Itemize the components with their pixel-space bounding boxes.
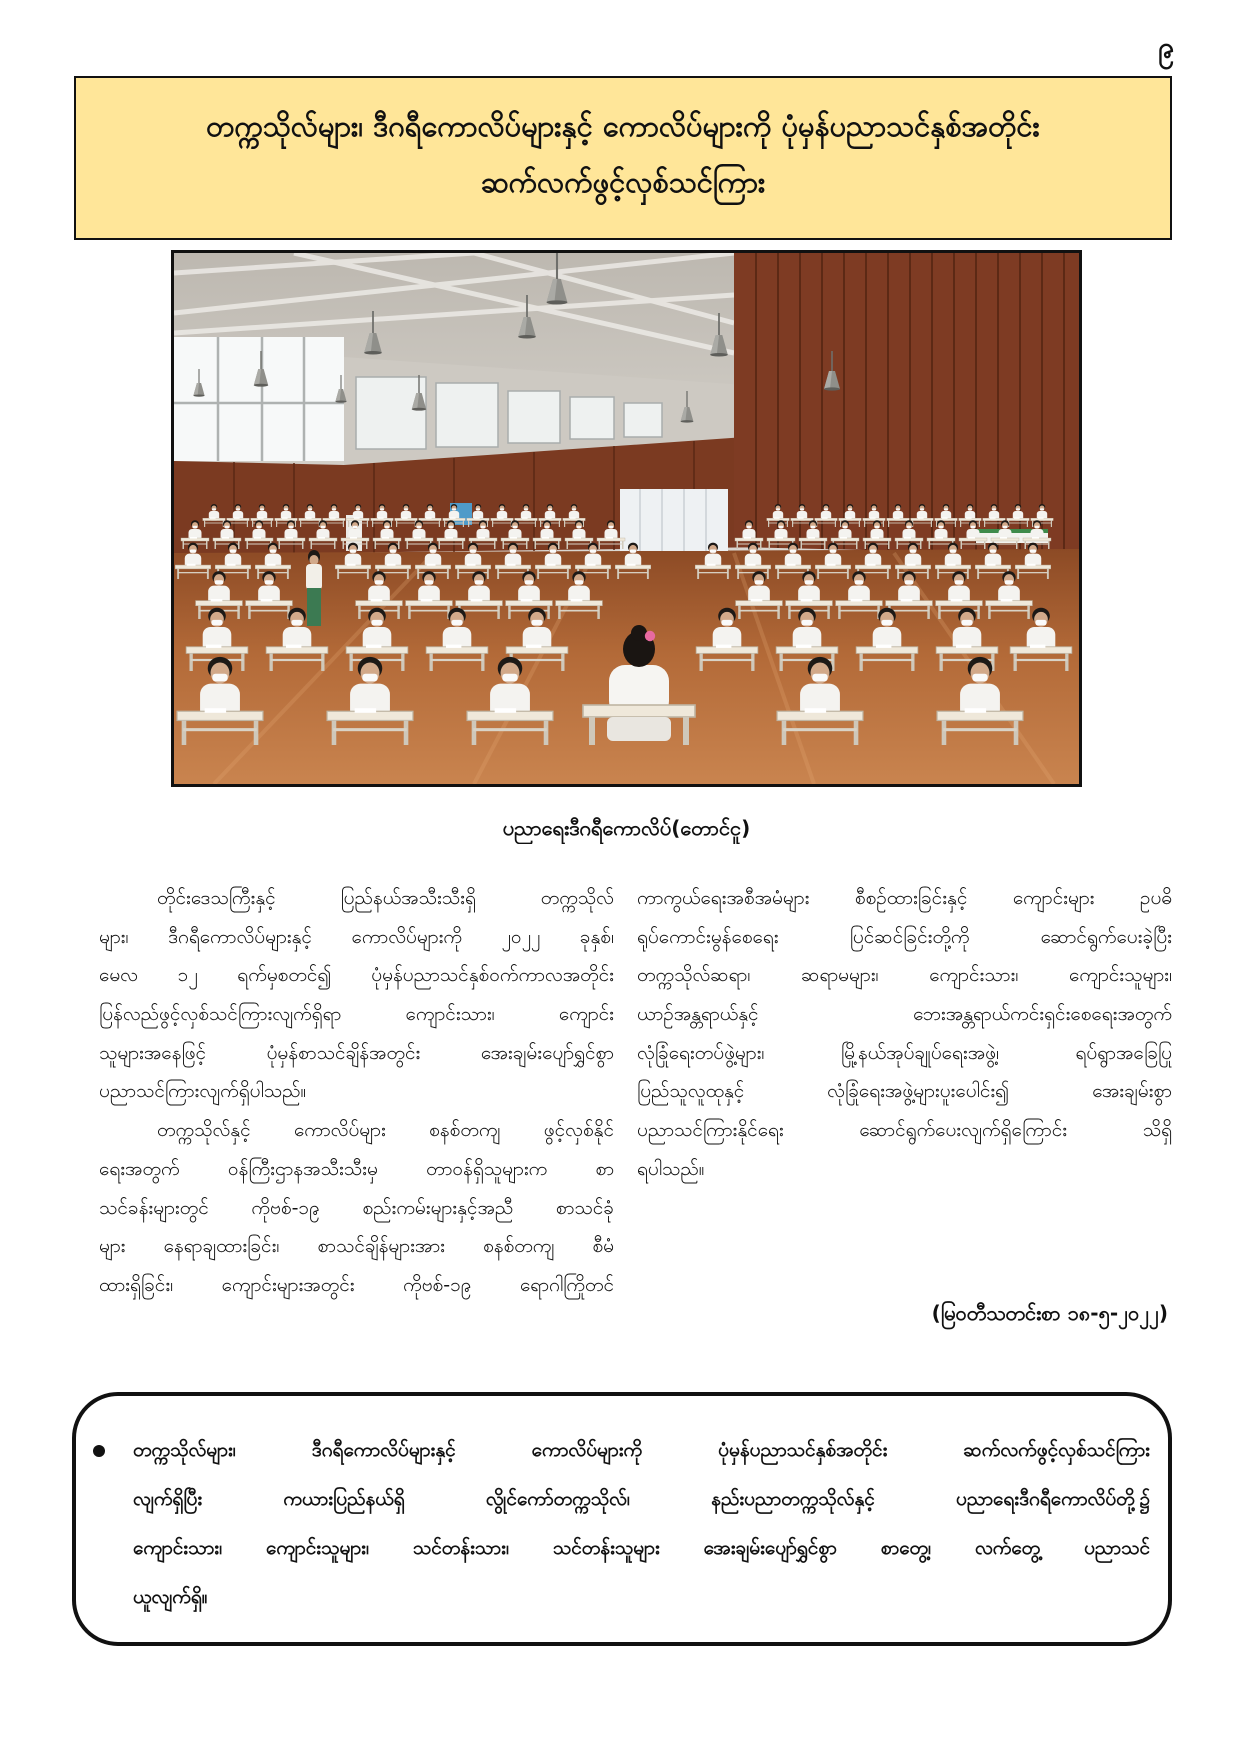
news-source-citation: (မြဝတီသတင်းစာ ၁၈-၅-၂၀၂၂) [931, 1301, 1168, 1325]
white-partition [620, 489, 728, 551]
article-title-line-2: ဆက်လက်ဖွင့်လှစ်သင်ကြား [480, 165, 766, 199]
classroom-photo-scene [174, 253, 1079, 784]
summary-text-line: တက္ကသိုလ်များ၊ ဒီဂရီကောလိပ်များနှင့် ကောလိပ်များကို ပုံမှန်ပညာသင်နှစ်အတိုင်း ဆက်လက်ဖွင့်လှစ်သင်ကြား [133, 1439, 1150, 1461]
classroom-photo [171, 250, 1082, 787]
article-text-line: ပညာသင်ကြားနိုင်ရေး ဆောင်ရွက်ပေးလျက်ရှိကြောင်း သိရှိ [637, 1119, 1172, 1142]
article-text-line: ရေးအတွက် ဝန်ကြီးဌာနအသီးသီးမှ တာဝန်ရှိသူများက စာ [99, 1157, 614, 1180]
summary-text-line: ယူလျက်ရှိ။ [133, 1586, 208, 1608]
article-text-line: ရုပ်ကောင်းမွန်စေရေး ပြင်ဆင်ခြင်းတို့ကို ဆောင်ရွက်ပေးခဲ့ပြီး [637, 925, 1172, 948]
article-title-box [74, 76, 1172, 240]
article-text-line: မေလ ၁၂ ရက်မှစတင်၍ ပုံမှန်ပညာသင်နှစ်ဝက်ကာလအတိုင်း [99, 964, 614, 987]
article-column-left [99, 879, 614, 1305]
article-text-line: တိုင်းဒေသကြီးနှင့် ပြည်နယ်အသီးသီးရှိ တက္ကသိုလ် [157, 887, 614, 909]
bullet-icon [93, 1445, 105, 1457]
article-text-line: ပြန်လည်ဖွင့်လှစ်သင်ကြားလျက်ရှိရာ ကျောင်းသား၊ ကျောင်း [99, 1003, 614, 1026]
photo-caption: ပညာရေးဒီဂရီကောလိပ်(တောင်ငူ) [502, 816, 751, 840]
article-text-line: များ နေရာချထားခြင်း၊ စာသင်ချိန်များအား စနစ်တကျ စီမံ [99, 1235, 614, 1258]
article-text-line: ထားရှိခြင်း၊ ကျောင်းများအတွင်း ကိုဗစ်-၁၉ ရောဂါကြိုတင် [99, 1273, 614, 1296]
right-wall-wood [734, 253, 1079, 555]
article-text-line: ရပါသည်။ [637, 1157, 705, 1180]
summary-text [133, 1426, 1150, 1622]
article-text-line: များ၊ ဒီဂရီကောလိပ်များနှင့် ကောလိပ်များကို ၂၀၂၂ ခုနှစ်၊ [99, 925, 614, 948]
article-title-line-1: တက္ကသိုလ်များ၊ ဒီဂရီကောလိပ်များနှင့် ကောလိပ်များကို ပုံမှန်ပညာသင်နှစ်အတိုင်း [206, 109, 1040, 143]
article-text-line: သူများအနေဖြင့် ပုံမှန်စာသင်ချိန်အတွင်း အေးချမ်းပျော်ရွှင်စွာ [99, 1041, 614, 1064]
article-text-line: ကာကွယ်ရေးအစီအမံများ စီစဉ်ထားခြင်းနှင့် ကျောင်းများ ဥပဓိ [637, 887, 1172, 909]
article-column-right [637, 879, 1172, 1189]
article-text-line: ပညာသင်ကြားလျက်ရှိပါသည်။ [99, 1080, 307, 1103]
article-text-line: ယာဉ်အန္တရာယ်နှင့် ဘေးအန္တရာယ်ကင်းရှင်းစေရေးအတွက် [637, 1003, 1172, 1026]
summary-text-line: လျက်ရှိပြီး ကယားပြည်နယ်ရှိ လွိုင်ကော်တက္ကသိုလ်၊ နည်းပညာတက္ကသိုလ်နှင့် ပညာရေးဒီဂရီကောလိပ်တို့၌ [133, 1488, 1150, 1510]
article-text-line: တက္ကသိုလ်နှင့် ကောလိပ်များ စနစ်တကျ ဖွင့်လှစ်နိုင် [157, 1119, 614, 1142]
article-text-line: ပြည်သူလူထုနှင့် လုံခြုံရေးအဖွဲ့များပူးပေါင်း၍ အေးချမ်းစွာ [637, 1080, 1172, 1103]
article-text-line: သင်ခန်းများတွင် ကိုဗစ်-၁၉ စည်းကမ်းများနှင့်အညီ စာသင်ခုံ [99, 1196, 614, 1219]
page-number: ၉ [1158, 31, 1174, 64]
article-text-line: လုံခြုံရေးတပ်ဖွဲ့များ၊ မြို့နယ်အုပ်ချုပ်ရေးအဖွဲ့၊ ရပ်ရွာအခြေပြု [637, 1041, 1172, 1064]
left-windows [174, 337, 344, 461]
article-text-line: တက္ကသိုလ်ဆရာ၊ ဆရာမများ၊ ကျောင်းသား၊ ကျောင်းသူများ၊ [637, 964, 1172, 987]
summary-box [72, 1392, 1172, 1646]
summary-text-line: ကျောင်းသား၊ ကျောင်းသူများ၊ သင်တန်းသား၊ သင်တန်းသူများ အေးချမ်းပျော်ရွှင်စွာ စာတွေ့၊ လက်တွေ့ ပညာသင် [133, 1537, 1150, 1559]
